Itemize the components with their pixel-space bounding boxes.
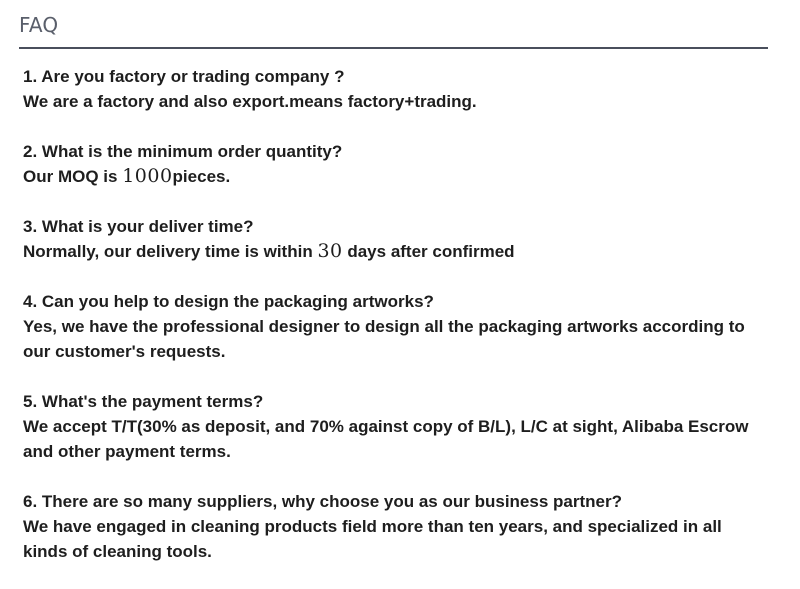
- faq-answer: [23, 164, 768, 189]
- faq-answer-number: 30: [317, 240, 343, 262]
- faq-answer: We are a factory and also export.means factory+trading.: [23, 92, 477, 111]
- faq-item-factory: [23, 64, 768, 114]
- faq-item-delivery: [23, 214, 768, 264]
- faq-question: 5. What's the payment terms?: [23, 392, 264, 411]
- faq-answer: We accept T/T(30% as deposit, and 70% against copy of B/L), L/C at sight, Alibaba Escrow and other payment terms.: [23, 417, 749, 461]
- faq-answer-prefix: Normally, our delivery time is within: [23, 242, 318, 261]
- faq-answer-number: 1000: [122, 165, 173, 187]
- faq-item-payment: [23, 389, 768, 464]
- faq-question: 1. Are you factory or trading company ?: [23, 67, 345, 86]
- faq-answer: We have engaged in cleaning products field more than ten years, and specialized in all kinds of cleaning tools.: [23, 517, 722, 561]
- faq-question: 2. What is the minimum order quantity?: [23, 142, 343, 161]
- faq-answer-suffix: days after confirmed: [342, 242, 515, 261]
- faq-question: 3. What is your deliver time?: [23, 217, 254, 236]
- faq-question: 6. There are so many suppliers, why choose you as our business partner?: [23, 492, 622, 511]
- faq-answer-suffix: pieces.: [172, 167, 231, 186]
- page-title: FAQ: [19, 13, 59, 37]
- faq-item-moq: [23, 139, 768, 189]
- faq-question: 4. Can you help to design the packaging artworks?: [23, 292, 434, 311]
- faq-answer: Yes, we have the professional designer to design all the packaging artworks according to our customer's requests.: [23, 317, 745, 361]
- faq-list: [23, 64, 768, 589]
- faq-header: [19, 10, 768, 49]
- faq-item-partner: [23, 489, 768, 564]
- faq-answer: [23, 239, 768, 264]
- faq-item-design: [23, 289, 768, 364]
- faq-answer-prefix: Our MOQ is: [23, 167, 123, 186]
